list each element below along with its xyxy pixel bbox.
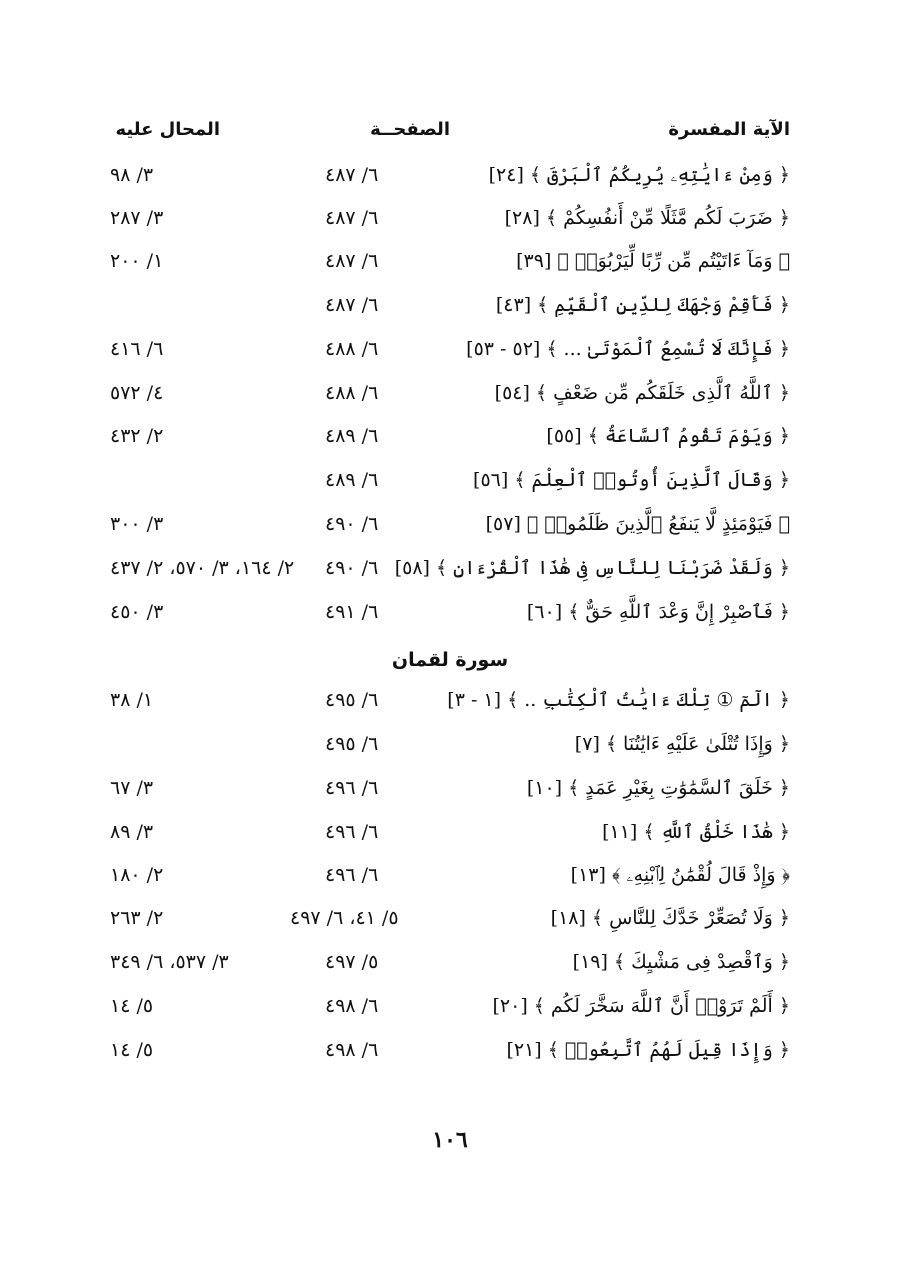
ayah-cell: ﴿ فَيَوْمَئِذٍ لَّا يَنفَعُ ٱلَّذِينَ ظَلَمُوا۟ ﴾ [٥٧]: [485, 513, 790, 535]
ayah-cell: ﴿ فَإِنَّكَ لَا تُسْمِعُ ٱلْمَوْتَىٰ ... ﴾ [٥٢ - ٥٣]: [466, 338, 790, 360]
ayah-cell: ﴿ فَأَقِمْ وَجْهَكَ لِلدِّينِ ٱلْقَيِّمِ ﴾ [٤٣]: [495, 294, 790, 316]
ref-cell: [110, 460, 320, 500]
ref-cell: ٢/ ١٨٠: [110, 864, 164, 886]
ayah-cell: ﴿ وَمِنْ ءَايَٰتِهِۦ يُرِيكُمُ ٱلْبَرْقَ ﴾ [٢٤]: [488, 164, 790, 186]
table-header: [110, 110, 790, 150]
table-row: [110, 898, 790, 938]
page-cell: ٦/ ٤٩٦: [325, 777, 379, 799]
ayah-cell: ﴿ الٓمٓ ① تِلْكَ ءَايَٰتُ ٱلْكِتَٰبِ .. ﴾ [١ - ٣]: [447, 689, 790, 711]
header-page: الصفحــة: [370, 119, 450, 140]
table-row: [110, 942, 790, 982]
table-row: [110, 592, 790, 632]
table-row: [110, 812, 790, 852]
ref-cell: ٣/ ٥٣٧، ٦/ ٣٤٩: [110, 951, 229, 973]
page-cell: ٦/ ٤٩٠: [325, 557, 379, 579]
table-row: [110, 504, 790, 544]
table-row: [110, 198, 790, 238]
ref-cell: ٣/ ٩٨: [110, 164, 154, 186]
ref-cell: ٣/ ٣٠٠: [110, 513, 164, 535]
page-cell: ٦/ ٤٨٩: [325, 425, 379, 447]
table-row: [110, 724, 790, 764]
page-cell: ٥/ ٤٩٧: [325, 951, 379, 973]
ref-cell: ٣/ ٨٩: [110, 821, 154, 843]
ref-cell: ٣/ ٢٨٧: [110, 207, 164, 229]
page-cell: ٦/ ٤٨٧: [325, 164, 379, 186]
table-row: [110, 986, 790, 1026]
page-number: ١٠٦: [432, 1127, 468, 1153]
ref-cell: ٢/ ١٦٤، ٣/ ٥٧٠، ٢/ ٤٣٧: [110, 557, 295, 579]
page-cell: ٦/ ٤٩٠: [325, 513, 379, 535]
ayah-cell: ﴿ وَإِذْ قَالَ لُقْمَٰنُ لِٱبْنِهِۦ ﴾ [١٣]: [570, 864, 790, 886]
table-row: [110, 1030, 790, 1070]
header-ayah: الآية المفسرة: [668, 119, 790, 140]
ayah-cell: ﴿ وَمَآ ءَاتَيْتُم مِّن رِّبًا لِّيَرْبُوَا۟ ﴾ [٣٩]: [516, 250, 790, 272]
table-row: [110, 680, 790, 720]
ref-cell: ٥/ ١٤: [110, 1039, 154, 1061]
page-cell: ٦/ ٤٨٨: [325, 338, 379, 360]
ayah-cell: ﴿ وَقَالَ ٱلَّذِينَ أُوتُوا۟ ٱلْعِلْمَ ﴾ [٥٦]: [473, 469, 790, 491]
table-row: [110, 155, 790, 195]
ayah-cell: ﴿ وَلَا تُصَعِّرْ خَدَّكَ لِلنَّاسِ ﴾ [١٨]: [550, 907, 790, 929]
ref-cell: ١/ ٢٠٠: [110, 250, 164, 272]
ref-cell: ٢/ ٤٣٢: [110, 425, 164, 447]
ayah-cell: ﴿ وَإِذَا قِيلَ لَهُمُ ٱتَّبِعُوا۟ ﴾ [٢١]: [506, 1039, 790, 1061]
page-cell: ٦/ ٤٩٦: [325, 864, 379, 886]
ayah-cell: ﴿ خَلَقَ ٱلسَّمَٰوَٰتِ بِغَيْرِ عَمَدٍ ﴾ [١٠]: [526, 777, 790, 799]
page-cell: ٦/ ٤٩٨: [325, 1039, 379, 1061]
page-cell: ٦/ ٤٨٧: [325, 207, 379, 229]
ref-cell: ٢/ ٢٦٣: [110, 907, 164, 929]
header-ref: المحال عليه: [115, 119, 220, 140]
table-row: [110, 241, 790, 281]
ayah-cell: ﴿ وَٱقْصِدْ فِى مَشْيِكَ ﴾ [١٩]: [572, 951, 790, 973]
ayah-cell: ﴿ ضَرَبَ لَكُم مَّثَلًا مِّنْ أَنفُسِكُمْ ﴾ [٢٨]: [504, 207, 790, 229]
ref-cell: ١/ ٣٨: [110, 689, 154, 711]
page-cell: ٦/ ٤٩٦: [325, 821, 379, 843]
table-row: [110, 460, 790, 500]
table-row: [110, 855, 790, 895]
ayah-cell: ﴿ ٱللَّهُ ٱلَّذِى خَلَقَكُم مِّن ضَعْفٍ ﴾ [٥٤]: [494, 382, 790, 404]
ayah-cell: ﴿ أَلَمْ تَرَوْا۟ أَنَّ ٱللَّهَ سَخَّرَ لَكُم ﴾ [٢٠]: [492, 995, 790, 1017]
table-row: [110, 285, 790, 325]
page-cell: ٦/ ٤٩١: [325, 601, 379, 623]
ref-cell: ٦/ ٤١٦: [110, 338, 164, 360]
ref-cell: ٤/ ٥٧٢: [110, 382, 164, 404]
ayah-cell: ﴿ وَإِذَا تُتْلَىٰ عَلَيْهِ ءَايَٰتُنَا ﴾ [٧]: [574, 733, 790, 755]
ref-cell: ٥/ ١٤: [110, 995, 154, 1017]
table-row: [110, 548, 790, 588]
surah-title: سورة لقمان: [391, 649, 509, 671]
ref-cell: ٣/ ٦٧: [110, 777, 154, 799]
table-row: [110, 373, 790, 413]
page-cell: ٦/ ٤٩٥: [325, 733, 379, 755]
page-cell: ٦/ ٤٩٨: [325, 995, 379, 1017]
ref-cell: ٣/ ٤٥٠: [110, 601, 164, 623]
ref-cell: [110, 285, 320, 325]
ayah-cell: ﴿ وَيَوْمَ تَقُومُ ٱلسَّاعَةُ ﴾ [٥٥]: [546, 425, 790, 447]
page-cell: ٦/ ٤٩٥: [325, 689, 379, 711]
ayah-cell: ﴿ هَٰذَا خَلْقُ ٱللَّهِ ﴾ [١١]: [602, 821, 790, 843]
page-cell: ٦/ ٤٨٧: [325, 294, 379, 316]
table-row: [110, 416, 790, 456]
ref-cell: [110, 724, 320, 764]
table-row: [110, 329, 790, 369]
table-row: [110, 768, 790, 808]
ayah-cell: ﴿ وَلَقَدْ ضَرَبْنَا لِلنَّاسِ فِى هَٰذَا ٱلْقُرْءَانِ ﴾ [٥٨]: [394, 557, 790, 579]
page-cell: ٦/ ٤٨٧: [325, 250, 379, 272]
page-cell: ٦/ ٤٨٨: [325, 382, 379, 404]
ayah-cell: ﴿ فَٱصْبِرْ إِنَّ وَعْدَ ٱللَّهِ حَقٌّ ﴾ [٦٠]: [526, 601, 790, 623]
page-cell: ٥/ ٤١، ٦/ ٤٩٧: [290, 907, 399, 929]
page-cell: ٦/ ٤٨٩: [325, 469, 379, 491]
